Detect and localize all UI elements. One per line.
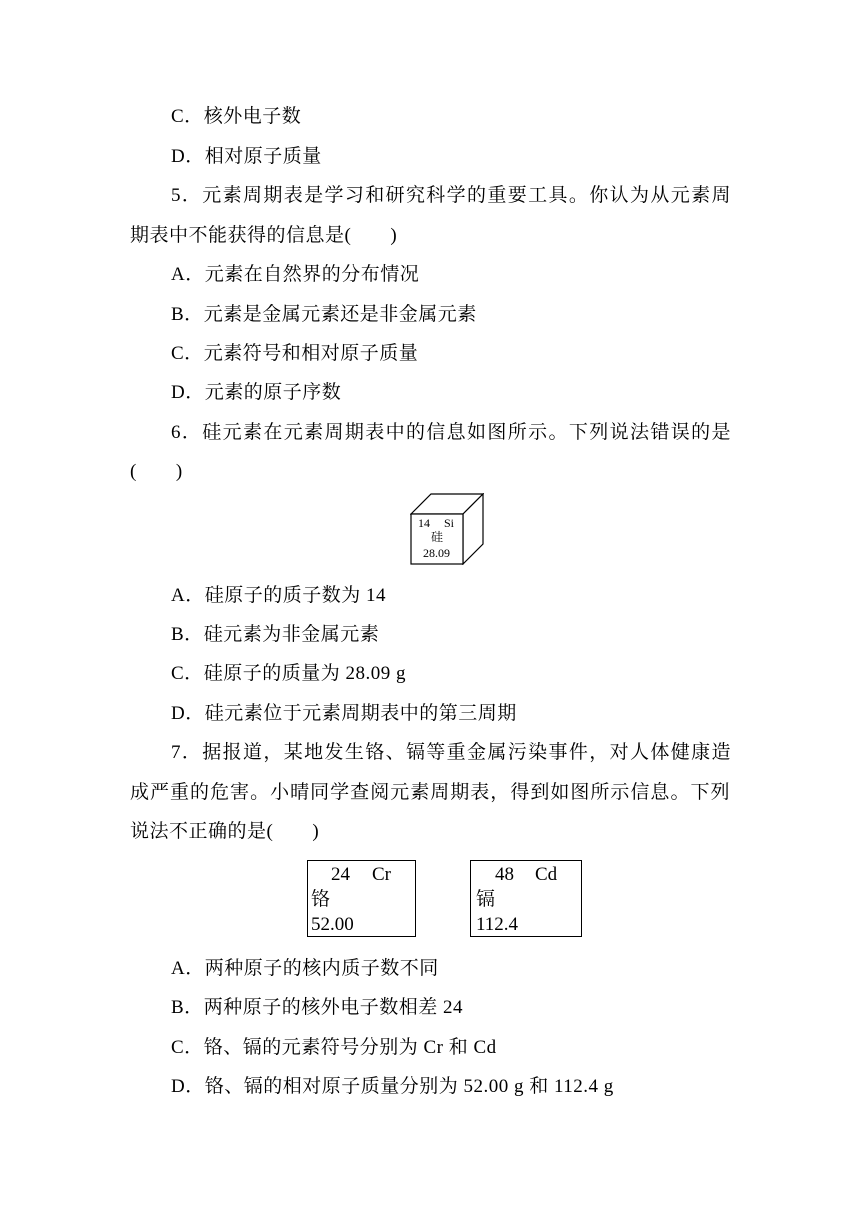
cadmium-element-box [470, 860, 582, 937]
q6-option-d [171, 702, 517, 726]
option-letter: B． [171, 304, 204, 325]
option-letter: A． [171, 958, 205, 979]
chromium-element-box [307, 860, 416, 937]
option-letter: C． [171, 106, 204, 127]
cr-atomic-number: 24 [331, 864, 350, 885]
option-text: 元素符号和相对原子质量 [203, 343, 419, 364]
cr-atomic-mass: 52.00 [311, 914, 354, 935]
option-text: 铬、镉的相对原子质量分别为 52.00 g 和 112.4 g [204, 1076, 614, 1097]
cd-atomic-mass: 112.4 [476, 914, 519, 935]
option-text: 两种原子的核外电子数相差 24 [203, 997, 463, 1018]
option-text: 元素在自然界的分布情况 [204, 264, 420, 285]
option-letter: B． [171, 997, 204, 1018]
cd-symbol: Cd [535, 864, 558, 885]
q7-option-c [171, 1036, 497, 1060]
option-letter: A． [171, 264, 205, 285]
q7-stem-line2: 成严重的危害。小晴同学查阅元素周期表，得到如图所示信息。下列 [130, 782, 730, 803]
q6-option-a [171, 584, 386, 608]
option-d-prev [171, 145, 322, 169]
option-letter: C． [171, 343, 204, 364]
q6-stem-line2: ( ) [130, 461, 183, 482]
option-text: 硅元素为非金属元素 [203, 624, 380, 645]
cd-name: 镉 [476, 889, 496, 910]
q7-stem-line3: 说法不正确的是( ) [130, 821, 320, 842]
option-letter: A． [171, 585, 205, 606]
option-text: 核外电子数 [203, 106, 302, 127]
option-text: 相对原子质量 [204, 146, 322, 167]
option-text: 铬、镉的元素符号分别为 Cr 和 Cd [203, 1037, 497, 1058]
option-letter: B． [171, 624, 204, 645]
q5-option-b [171, 303, 477, 327]
si-atomic-number: 14 [418, 516, 430, 530]
cr-symbol: Cr [372, 864, 391, 885]
q5-stem-line1: 5．元素周期表是学习和研究科学的重要工具。你认为从元素周 [171, 185, 731, 206]
q7-stem-line1: 7．据报道，某地发生铬、镉等重金属污染事件，对人体健康造 [171, 742, 731, 763]
q7-option-d [171, 1075, 614, 1099]
q6-option-b [171, 623, 379, 647]
q5-option-a [171, 263, 419, 287]
q6-option-c [171, 662, 406, 686]
cr-name: 铬 [311, 889, 331, 910]
option-letter: C． [171, 663, 204, 684]
q5-option-c [171, 342, 418, 366]
option-text: 两种原子的核内质子数不同 [204, 958, 439, 979]
option-text: 元素是金属元素还是非金属元素 [203, 304, 477, 325]
option-letter: D． [171, 703, 205, 724]
option-letter: C． [171, 1037, 204, 1058]
option-text: 元素的原子序数 [204, 382, 342, 403]
q6-stem-line1: 6．硅元素在元素周期表中的信息如图所示。下列说法错误的是 [171, 422, 731, 443]
option-c-prev [171, 105, 301, 129]
option-text: 硅原子的质子数为 14 [204, 585, 386, 606]
q5-stem-line2: 期表中不能获得的信息是( ) [130, 225, 398, 246]
cd-atomic-number: 48 [495, 864, 514, 885]
option-letter: D． [171, 1076, 205, 1097]
option-letter: D． [171, 382, 205, 403]
si-symbol: Si [444, 516, 455, 530]
silicon-element-cube [410, 493, 484, 565]
si-name: 硅 [431, 530, 444, 544]
q5-option-d [171, 381, 341, 405]
q7-option-a [171, 957, 439, 981]
q7-option-b [171, 996, 463, 1020]
option-text: 硅原子的质量为 28.09 g [203, 663, 406, 684]
si-atomic-mass: 28.09 [423, 546, 450, 560]
option-text: 硅元素位于元素周期表中的第三周期 [204, 703, 517, 724]
option-letter: D． [171, 146, 205, 167]
